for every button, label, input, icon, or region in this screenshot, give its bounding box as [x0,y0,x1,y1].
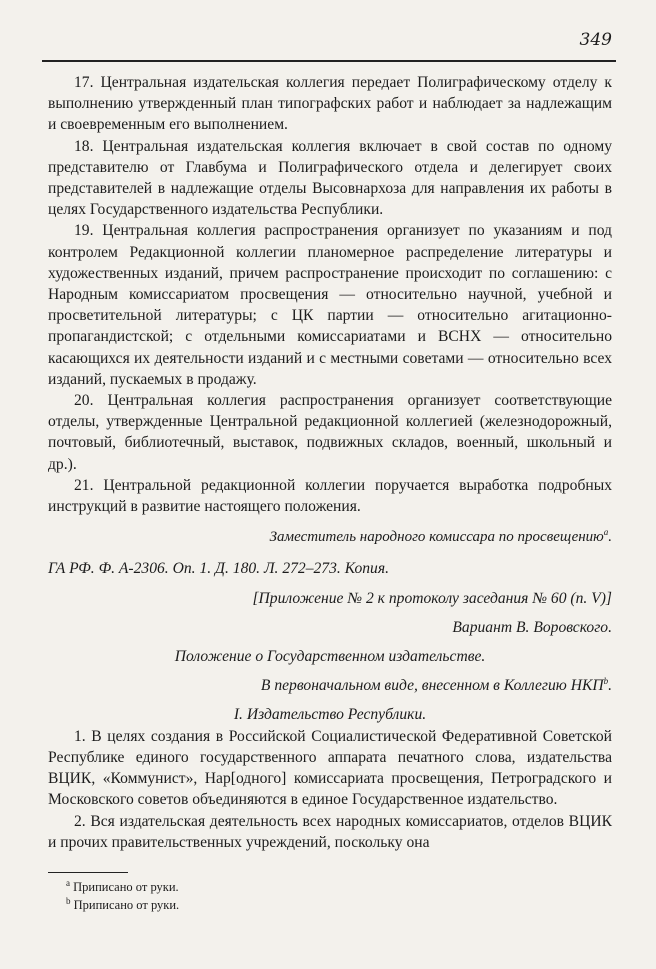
section-title: I. Издательство Республики. [233,706,427,724]
header-rule [42,60,616,62]
document-subtitle-line: В первоначальном виде, внесенном в Коллегию НКП$^b$. [260,676,612,695]
variant-heading: Вариант В. Воровского. [452,618,612,636]
footnote-b [66,896,179,914]
paragraph-21: 21. Центральной редакционной коллегии поручается выработка подробных инструкций в развитие настоящего положения. [48,476,612,516]
signature: Заместитель народного комиссара по просвещению [269,529,604,546]
footnote-mark-b: b [603,676,609,687]
paragraph-18: 18. Центральная издательская коллегия включает в свой состав по одному представителю от Главбума и Полиграфического отдела и делегирует своих представителей в надлежащие отделы Высовнархоза для направления их работы в целях Государственного издательства Республики. [48,137,612,219]
footnote-b-mark: b [66,895,71,906]
footnote-a-mark: a [66,877,70,888]
section-paragraph-2: 2. Вся издательская деятельность всех народных комиссариатов, отделов ВЦИК и прочих правительственных учреждений, поскольку она [48,812,612,851]
document-title: Положение о Государственном издательстве. [174,648,486,666]
appendix-heading: [Приложение № 2 к протоколу заседания № 60 (п. V)] [252,589,612,607]
paragraph-17: 17. Центральная издательская коллегия передает Полиграфическому отделу к выполнению утвержденный план типографских работ и наблюдает за надлежащим и своевременным его выполнением. [48,74,612,134]
footnote-a-text: Приписано от руки. [73,880,179,894]
section-paragraph-1: 1. В целях создания в Российской Социалистической Федеративной Советской Республике единого государственного аппарата печатного слова, издательства ВЦИК, «Коммунист», Нар[одного] комиссариата просвещения, Петроградского и Московского советов объединяются в единое Государственное издательство. [48,727,612,809]
document-subtitle: В первоначальном виде, внесенном в Коллегию НКП [260,677,604,695]
footnote-rule [48,872,128,873]
footnotes [66,878,179,914]
footnote-a [66,878,179,896]
footnote-mark-a: a [603,527,609,538]
footnote-b-text: Приписано от руки. [73,898,180,912]
signature-line: Заместитель народного комиссара по просвещению$^a$. [269,527,612,546]
archive-reference: ГА РФ. Ф. А-2306. Оп. 1. Д. 180. Л. 272–273. Копия. [48,560,389,578]
body-text [48,72,612,853]
page-number: 349 [579,30,612,50]
paragraph-19: 19. Центральная коллегия распространения организует по указаниям и под контролем Редакционной коллегии планомерное распределение литературы и художественных изданий, причем распространение происходит по соглашению: с Народным комиссариатом просвещения — относительно научной, учебной и просветительной литературы; с ЦК партии — относительно агитационно-пропагандистской; с отдельными комиссариатами и ВСНХ — относительно касающихся их деятельности изданий и с местными советами — относительно всех изданий, пускаемых в продажу. [48,222,612,388]
paragraph-20: 20. Центральная коллегия распространения организует соответствующие отделы, утвержденные Центральной редакционной коллегией (железнодорожный, почтовый, библиотечный, выставок, подвижных складов, военный, школьный и др.). [48,392,612,473]
